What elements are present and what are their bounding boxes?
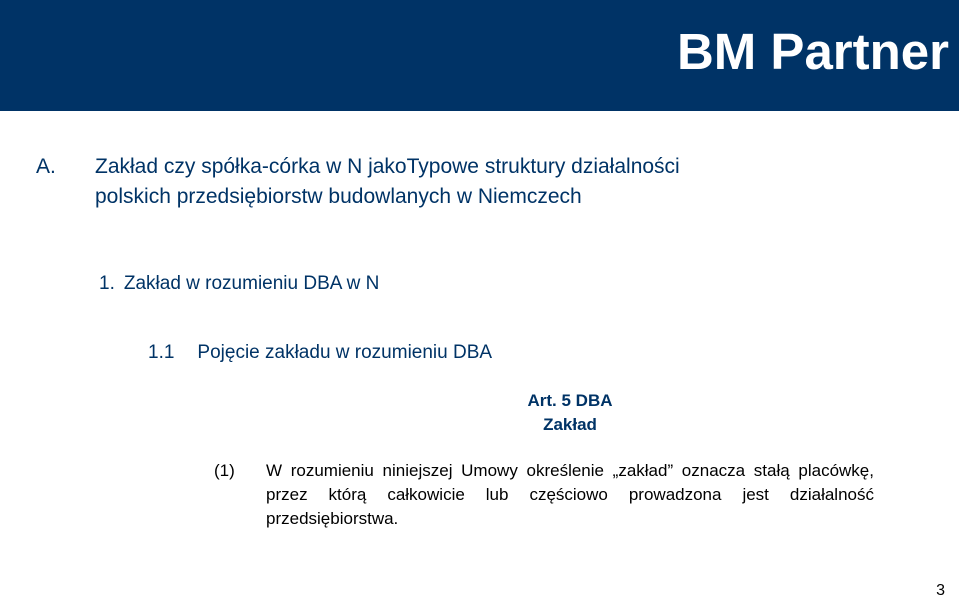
paragraph-number: (1) — [214, 461, 235, 480]
article-paragraph — [214, 459, 874, 531]
main-heading-title: Zakład czy spółka-córka w N jakoTypowe struktury działalności polskich przedsiębiorstw budowlanych w Niemczech — [95, 155, 680, 208]
section-1-1-number: 1.1 — [148, 342, 175, 363]
article-title: Zakład — [543, 415, 597, 434]
section-1-heading — [99, 272, 379, 296]
page-number: 3 — [936, 582, 945, 599]
main-heading — [36, 152, 746, 212]
section-1-number: 1. — [99, 273, 115, 294]
header-band — [0, 0, 959, 111]
section-1-title: Zakład w rozumieniu DBA w N — [123, 273, 380, 294]
article-heading — [470, 389, 670, 437]
article-reference: Art. 5 DBA — [527, 391, 613, 410]
section-1-1-heading — [148, 341, 492, 365]
section-1-1-title: Pojęcie zakładu w rozumieniu DBA — [197, 342, 493, 363]
paragraph-text: W rozumieniu niniejszej Umowy określenie „zakład” oznacza stałą placówkę, przez którą całkowicie lub częściowo prowadzona jest działalność przedsiębiorstwa. — [266, 461, 874, 528]
brand-title: BM Partner — [676, 23, 949, 80]
main-heading-number: A. — [36, 155, 56, 178]
